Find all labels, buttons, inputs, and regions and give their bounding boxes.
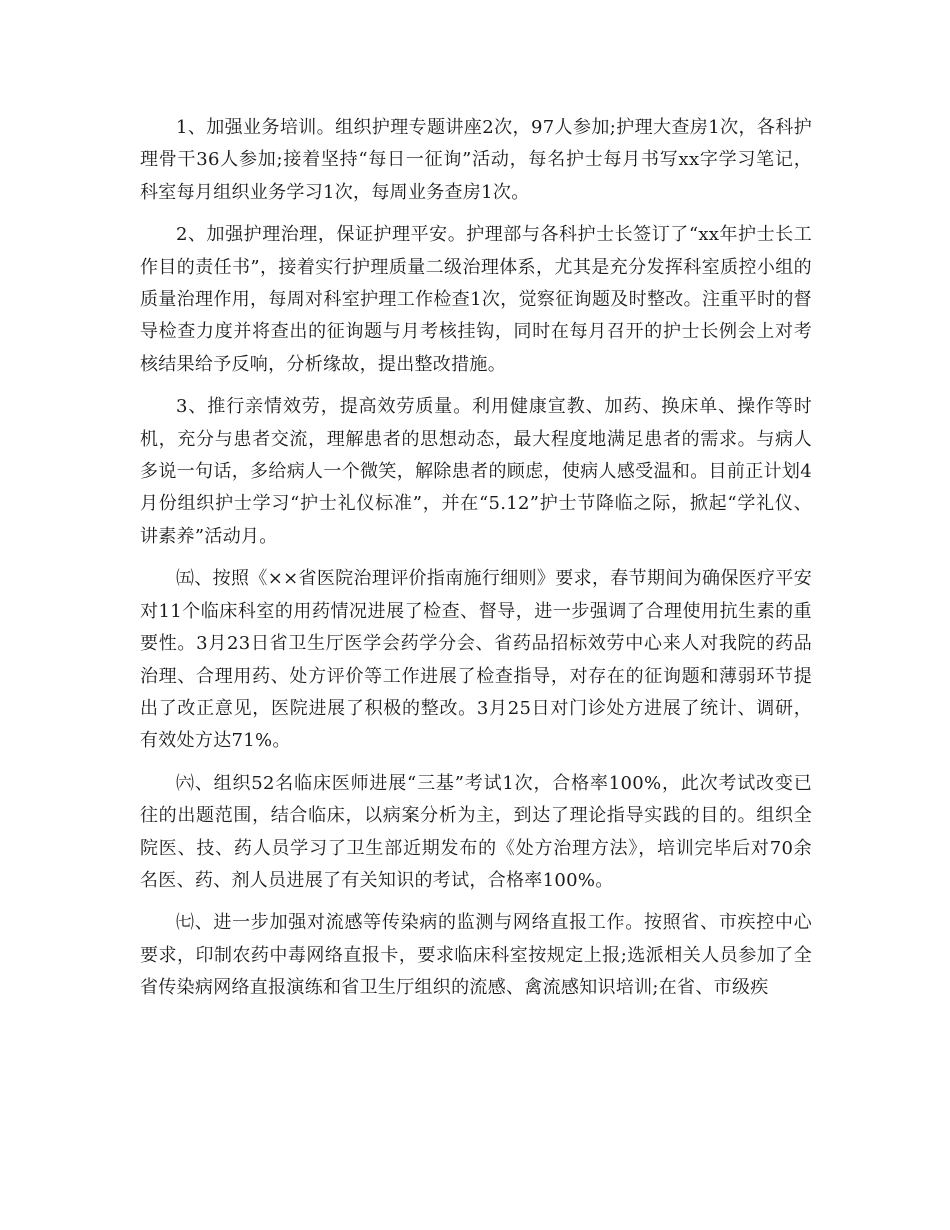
paragraph-business-training: 1、加强业务培训。组织护理专题讲座2次，97人参加;护理大查房1次，各科护理骨干36人参加;接着坚持“每日一征询”活动，每名护士每月书写xx字学习笔记，科室每月组织业务学习1次，每周业务查房1次。 <box>140 117 812 203</box>
paragraph-nursing-management: 2、加强护理治理，保证护理平安。护理部与各科护士长签订了“xx年护士长工作目的责任书”，接着实行护理质量二级治理体系，尤其是充分发挥科室质控小组的质量治理作用，每周对科室护理工作检查1次，觉察征询题及时整改。注重平时的督导检查力度并将查出的征询题与月考核挂钩，同时在每月召开的护士长例会上对考核结果给予反响，分析缘故，提出整改措施。 <box>140 224 812 375</box>
paragraph-service-quality: 3、推行亲情效劳，提高效劳质量。利用健康宣教、加药、换床单、操作等时机，充分与患者交流，理解患者的思想动态，最大程度地满足患者的需求。与病人多说一句话，多给病人一个微笑，解除患者的顾虑，使病人感受温和。目前正计划4月份组织护士学习“护士礼仪标准”，并在“5.12”护士节降临之际，掀起“学礼仪、讲素养”活动月。 <box>140 396 812 547</box>
paragraph-physician-exam: ㈥、组织52名临床医师进展“三基”考试1次，合格率100%，此次考试改变已往的出题范围，结合临床，以病案分析为主，到达了理论指导实践的目的。组织全院医、技、药人员学习了卫生部近期发布的《处方治理方法》，培训完毕后对70余名医、药、剂人员进展了有关知识的考试，合格率100%。 <box>140 772 812 891</box>
document-body <box>140 112 812 1015</box>
paragraph-drug-inspection: ㈤、按照《××省医院治理评价指南施行细则》要求，春节期间为确保医疗平安对11个临床科室的用药情况进展了检查、督导，进一步强调了合理使用抗生素的重要性。3月23日省卫生厅医学会药学分会、省药品招标效劳中心来人对我院的药品治理、合理用药、处方评价等工作进展了检查指导，对存在的征询题和薄弱环节提出了改正意见，医院进展了积极的整改。3月25日对门诊处方进展了统计、调研，有效处方达71%。 <box>140 568 812 752</box>
paragraph-epidemic-monitoring: ㈦、进一步加强对流感等传染病的监测与网络直报工作。按照省、市疾控中心要求，印制农药中毒网络直报卡，要求临床科室按规定上报;选派相关人员参加了全省传染病网络直报演练和省卫生厅组织的流感、禽流感知识培训;在省、市级疾 <box>140 912 812 999</box>
